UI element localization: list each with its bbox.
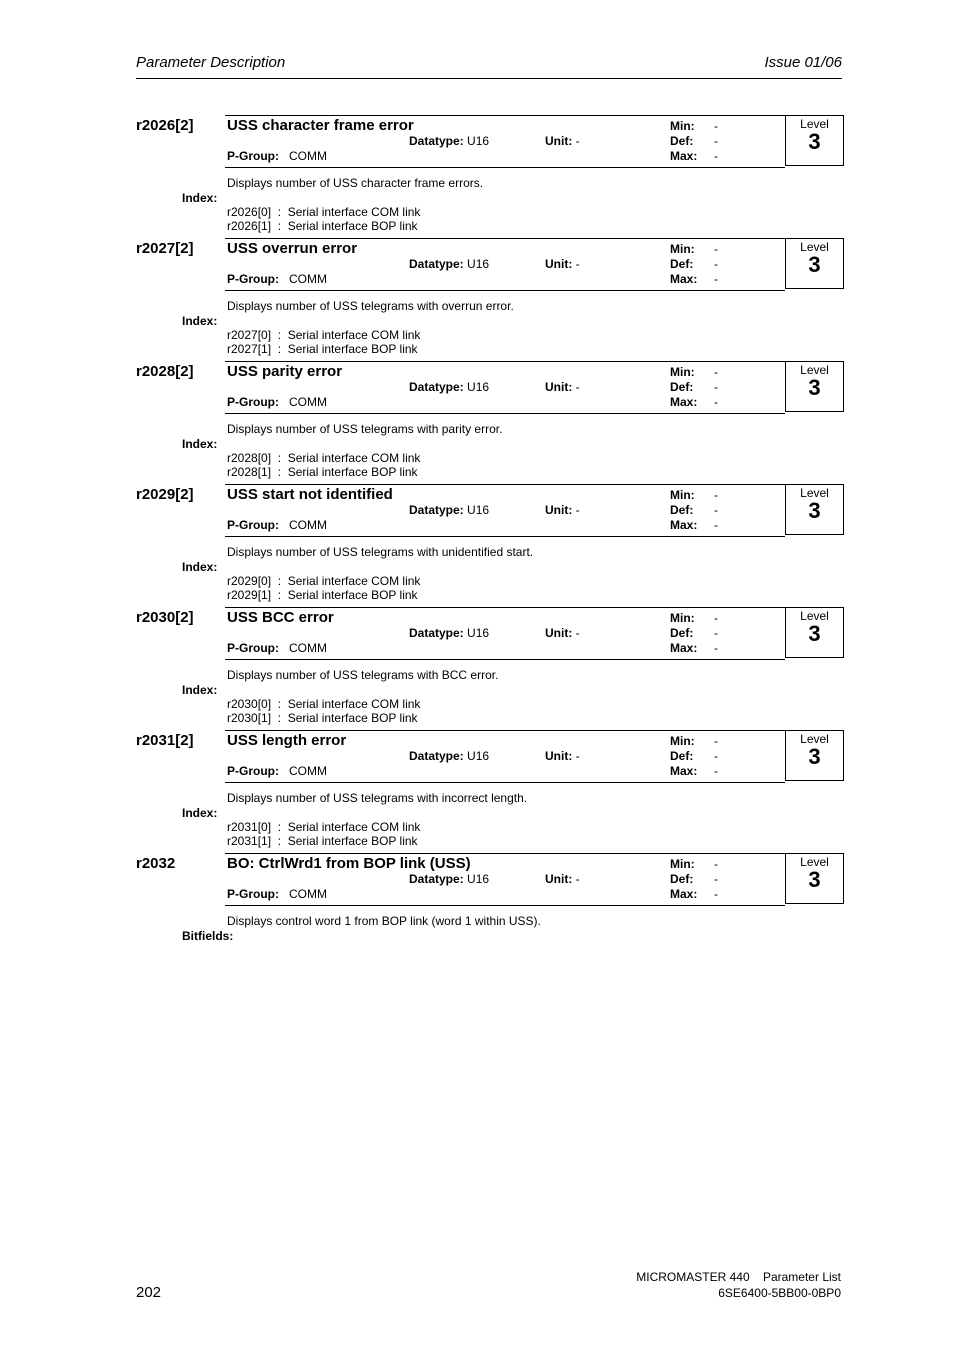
datatype-value: U16	[467, 626, 490, 640]
pgroup-label: P-Group:	[227, 518, 279, 532]
unit-value: -	[575, 626, 580, 640]
min-label: Min:	[670, 488, 695, 502]
pgroup-value: COMM	[289, 395, 328, 409]
pgroup	[227, 518, 327, 532]
index-entry: r2029[0] : Serial interface COM link	[227, 574, 421, 588]
unit	[545, 626, 580, 640]
min-value: -	[714, 734, 718, 748]
def-label: Def:	[670, 380, 694, 394]
datatype-value: U16	[467, 134, 490, 148]
footer-product: MICROMASTER 440 Parameter List	[636, 1270, 841, 1284]
unit	[545, 257, 580, 271]
pgroup-label: P-Group:	[227, 395, 279, 409]
def-value: -	[714, 503, 718, 517]
footer-info	[636, 1269, 841, 1301]
min-value: -	[714, 119, 718, 133]
level-label: Level	[800, 363, 829, 377]
datatype-value: U16	[467, 749, 490, 763]
datatype	[409, 380, 489, 394]
level-label: Level	[800, 240, 829, 254]
def-label: Def:	[670, 626, 694, 640]
min-value: -	[714, 611, 718, 625]
index-entry: r2028[0] : Serial interface COM link	[227, 451, 421, 465]
pgroup	[227, 395, 327, 409]
max-label: Max:	[670, 641, 698, 655]
level-value: 3	[808, 621, 821, 646]
max-value: -	[714, 395, 718, 409]
index-entry: r2029[1] : Serial interface BOP link	[227, 588, 418, 602]
datatype	[409, 872, 489, 886]
pgroup	[227, 641, 327, 655]
datatype-label: Datatype:	[409, 872, 464, 886]
parameter-code: r2030[2]	[136, 609, 194, 626]
parameter-block	[136, 238, 846, 358]
min-value: -	[714, 365, 718, 379]
unit-label: Unit:	[545, 503, 573, 517]
parameter-code: r2032	[136, 855, 176, 872]
level-box	[785, 607, 844, 658]
footer-order-number: 6SE6400-5BB00-0BP0	[718, 1286, 841, 1300]
max-value: -	[714, 764, 718, 778]
unit-value: -	[575, 872, 580, 886]
unit	[545, 380, 580, 394]
pgroup-label: P-Group:	[227, 149, 279, 163]
pgroup-value: COMM	[289, 641, 328, 655]
index-entry: r2031[1] : Serial interface BOP link	[227, 834, 418, 848]
min-value: -	[714, 488, 718, 502]
parameter-name: USS character frame error	[227, 117, 414, 134]
def-value: -	[714, 626, 718, 640]
parameter-description: Displays number of USS telegrams with unidentified start.	[227, 545, 534, 559]
max-label: Max:	[670, 395, 698, 409]
page-number: 202	[136, 1284, 162, 1301]
parameter-name: BO: CtrlWrd1 from BOP link (USS)	[227, 855, 471, 872]
unit-value: -	[575, 503, 580, 517]
def-value: -	[714, 872, 718, 886]
parameter-description: Displays number of USS telegrams with parity error.	[227, 422, 503, 436]
pgroup	[227, 272, 327, 286]
parameter-name: USS parity error	[227, 363, 343, 380]
level-label: Level	[800, 732, 829, 746]
max-label: Max:	[670, 518, 698, 532]
header-issue: Issue 01/06	[764, 54, 842, 71]
max-label: Max:	[670, 764, 698, 778]
level-value: 3	[808, 129, 821, 154]
parameter-name: USS length error	[227, 732, 347, 749]
min-label: Min:	[670, 611, 695, 625]
pgroup-value: COMM	[289, 518, 328, 532]
pgroup-value: COMM	[289, 149, 328, 163]
level-box	[785, 484, 844, 535]
parameter-code: r2031[2]	[136, 732, 194, 749]
parameter-name: USS overrun error	[227, 240, 358, 257]
def-label: Def:	[670, 257, 694, 271]
pgroup-label: P-Group:	[227, 887, 279, 901]
pgroup-value: COMM	[289, 887, 328, 901]
datatype-label: Datatype:	[409, 626, 464, 640]
min-label: Min:	[670, 734, 695, 748]
level-value: 3	[808, 375, 821, 400]
def-label: Def:	[670, 134, 694, 148]
unit-value: -	[575, 749, 580, 763]
max-label: Max:	[670, 272, 698, 286]
header-title: Parameter Description	[136, 54, 286, 71]
parameter-name: USS BCC error	[227, 609, 334, 626]
index-entry: r2026[1] : Serial interface BOP link	[227, 219, 418, 233]
parameter-description: Displays number of USS telegrams with BCC error.	[227, 668, 499, 682]
unit-value: -	[575, 380, 580, 394]
datatype-label: Datatype:	[409, 503, 464, 517]
pgroup	[227, 887, 327, 901]
level-box	[785, 115, 844, 166]
index-label: Index:	[182, 806, 218, 820]
pgroup	[227, 149, 327, 163]
parameter-block	[136, 730, 846, 850]
unit-label: Unit:	[545, 626, 573, 640]
def-label: Def:	[670, 872, 694, 886]
def-value: -	[714, 749, 718, 763]
def-label: Def:	[670, 749, 694, 763]
unit-label: Unit:	[545, 380, 573, 394]
unit	[545, 749, 580, 763]
datatype	[409, 134, 489, 148]
max-value: -	[714, 272, 718, 286]
parameter-block	[136, 607, 846, 727]
pgroup-value: COMM	[289, 272, 328, 286]
index-label: Index:	[182, 191, 218, 205]
parameter-code: r2026[2]	[136, 117, 194, 134]
unit-label: Unit:	[545, 257, 573, 271]
pgroup-label: P-Group:	[227, 764, 279, 778]
max-label: Max:	[670, 149, 698, 163]
unit-value: -	[575, 134, 580, 148]
level-box	[785, 238, 844, 289]
datatype-label: Datatype:	[409, 380, 464, 394]
parameter-block	[136, 115, 846, 235]
level-label: Level	[800, 855, 829, 869]
def-value: -	[714, 380, 718, 394]
bitfields-label: Bitfields:	[182, 929, 234, 943]
level-value: 3	[808, 498, 821, 523]
level-box	[785, 361, 844, 412]
index-label: Index:	[182, 560, 218, 574]
index-entry: r2030[1] : Serial interface BOP link	[227, 711, 418, 725]
unit	[545, 134, 580, 148]
index-entry: r2030[0] : Serial interface COM link	[227, 697, 421, 711]
datatype	[409, 257, 489, 271]
page-header	[136, 54, 842, 79]
datatype-label: Datatype:	[409, 134, 464, 148]
unit-value: -	[575, 257, 580, 271]
min-label: Min:	[670, 119, 695, 133]
index-label: Index:	[182, 314, 218, 328]
pgroup	[227, 764, 327, 778]
max-value: -	[714, 518, 718, 532]
max-label: Max:	[670, 887, 698, 901]
min-value: -	[714, 242, 718, 256]
datatype-value: U16	[467, 380, 490, 394]
index-entry: r2028[1] : Serial interface BOP link	[227, 465, 418, 479]
unit	[545, 503, 580, 517]
unit	[545, 872, 580, 886]
min-value: -	[714, 857, 718, 871]
parameter-block	[136, 484, 846, 604]
unit-label: Unit:	[545, 749, 573, 763]
index-label: Index:	[182, 437, 218, 451]
datatype	[409, 749, 489, 763]
min-label: Min:	[670, 242, 695, 256]
min-label: Min:	[670, 857, 695, 871]
parameter-description: Displays number of USS telegrams with incorrect length.	[227, 791, 528, 805]
def-value: -	[714, 257, 718, 271]
def-label: Def:	[670, 503, 694, 517]
level-box	[785, 853, 844, 904]
index-entry: r2031[0] : Serial interface COM link	[227, 820, 421, 834]
datatype-value: U16	[467, 503, 490, 517]
max-value: -	[714, 149, 718, 163]
level-value: 3	[808, 252, 821, 277]
pgroup-value: COMM	[289, 764, 328, 778]
parameter-block	[136, 853, 846, 973]
datatype-label: Datatype:	[409, 257, 464, 271]
max-value: -	[714, 887, 718, 901]
parameter-code: r2029[2]	[136, 486, 194, 503]
pgroup-label: P-Group:	[227, 641, 279, 655]
max-value: -	[714, 641, 718, 655]
index-label: Index:	[182, 683, 218, 697]
parameter-block	[136, 361, 846, 481]
unit-label: Unit:	[545, 872, 573, 886]
level-label: Level	[800, 609, 829, 623]
datatype-value: U16	[467, 872, 490, 886]
parameter-description: Displays control word 1 from BOP link (word 1 within USS).	[227, 914, 541, 928]
level-label: Level	[800, 486, 829, 500]
index-entry: r2027[1] : Serial interface BOP link	[227, 342, 418, 356]
level-label: Level	[800, 117, 829, 131]
datatype	[409, 503, 489, 517]
parameter-name: USS start not identified	[227, 486, 393, 503]
index-entry: r2026[0] : Serial interface COM link	[227, 205, 421, 219]
datatype-value: U16	[467, 257, 490, 271]
pgroup-label: P-Group:	[227, 272, 279, 286]
parameter-code: r2027[2]	[136, 240, 194, 257]
level-value: 3	[808, 867, 821, 892]
parameter-code: r2028[2]	[136, 363, 194, 380]
parameter-description: Displays number of USS telegrams with overrun error.	[227, 299, 514, 313]
unit-label: Unit:	[545, 134, 573, 148]
datatype-label: Datatype:	[409, 749, 464, 763]
parameter-description: Displays number of USS character frame errors.	[227, 176, 484, 190]
min-label: Min:	[670, 365, 695, 379]
level-value: 3	[808, 744, 821, 769]
def-value: -	[714, 134, 718, 148]
datatype	[409, 626, 489, 640]
level-box	[785, 730, 844, 781]
index-entry: r2027[0] : Serial interface COM link	[227, 328, 421, 342]
